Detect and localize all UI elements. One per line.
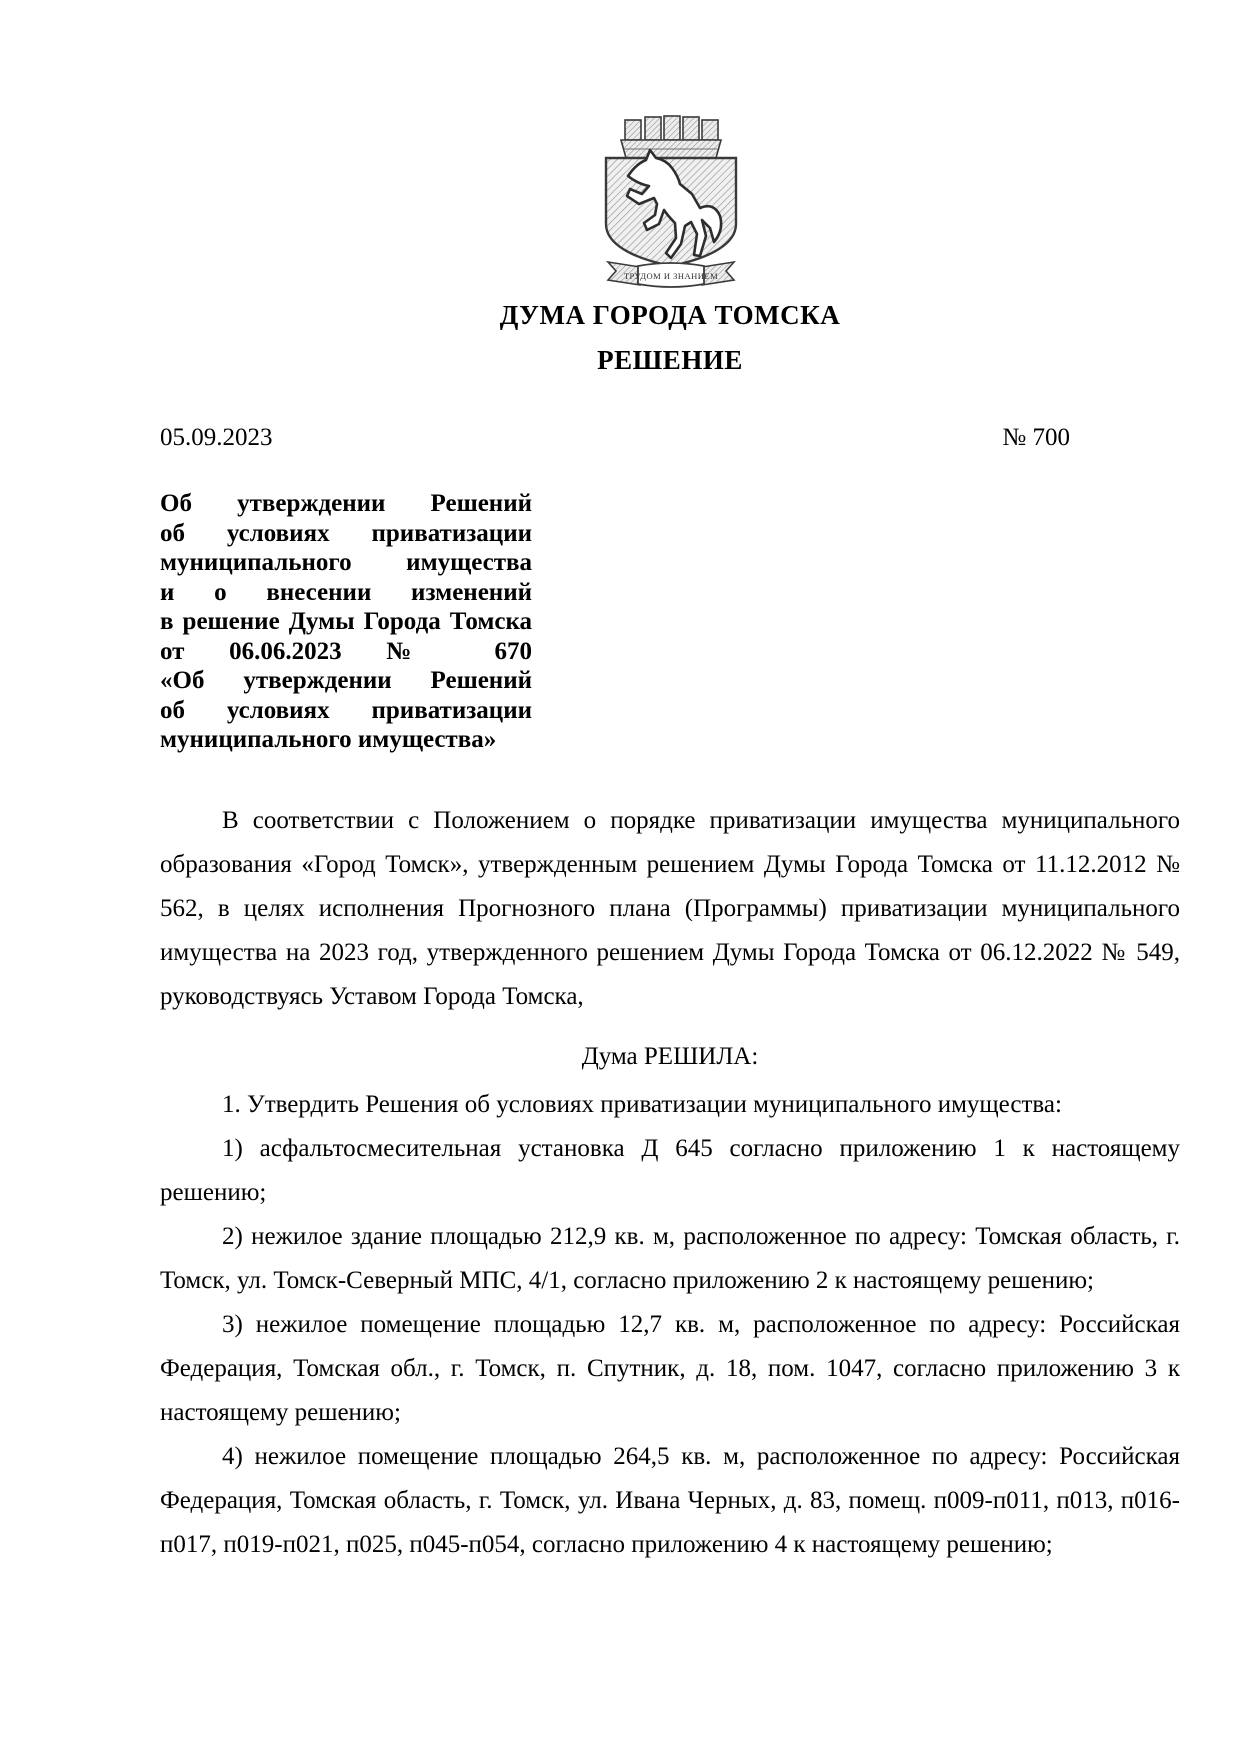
resolution-heading: Дума РЕШИЛА: (581, 1042, 759, 1070)
doc-type: РЕШЕНИЕ (597, 345, 743, 375)
document-content (160, 0, 1180, 1567)
doc-title-line: от 06.06.2023 № 670 (160, 637, 532, 665)
resolution-item: 2) нежилое здание площадью 212,9 кв. м, расположенное по адресу: Томская область, г. Томск, ул. Томск-Северный МПС, 4/1, согласно приложению 2 к настоящему решению; (160, 1222, 1180, 1294)
doc-title-line: и о внесении изменений (160, 578, 532, 606)
doc-title (160, 489, 532, 755)
doc-title-line: Об утверждении Решений (160, 490, 532, 517)
doc-title-line: «Об утверждении Решений (160, 667, 532, 694)
doc-title-line: муниципального имущества (160, 549, 532, 576)
resolution-item: 1) асфальтосмесительная установка Д 645 согласно приложению 1 к настоящему решению; (160, 1134, 1180, 1206)
resolution-item: 1. Утвердить Решения об условиях приватизации муниципального имущества: (222, 1090, 1062, 1118)
doc-title-line: об условиях приватизации (160, 696, 532, 724)
doc-title-line: муниципального имущества» (160, 726, 497, 753)
doc-title-line: об условиях приватизации (160, 519, 532, 547)
resolution-item: 4) нежилое помещение площадью 264,5 кв. м, расположенное по адресу: Российская Федерация, Томская область, г. Томск, ул. Ивана Черных, д. 83, помещ. п009-п011, п013, п016-п017, п019-п021, п025, п045-п054, согласно приложению 4 к настоящему решению; (160, 1442, 1180, 1558)
intro-paragraph: В соответствии с Положением о порядке приватизации имущества муниципального образования «Город Томск», утвержденным решением Думы Города Томска от 11.12.2012 № 562, в целях исполнения Прогнозного плана (Программы) приватизации муниципального имущества на 2023 год, утвержденного решением Думы Города Томска от 06.12.2022 № 549, руководствуясь Уставом Города Томска, (160, 806, 1180, 1010)
doc-number: № 700 (1002, 424, 1070, 451)
motto-text: ТРУДОМ И ЗНАНИЕМ (623, 271, 719, 281)
resolution-item: 3) нежилое помещение площадью 12,7 кв. м, расположенное по адресу: Российская Федерация, Томская обл., г. Томск, п. Спутник, д. 18, пом. 1047, согласно приложению 3 к настоящему решению; (160, 1310, 1180, 1426)
tomsk-coat-of-arms-icon (564, 106, 776, 288)
doc-meta-row (160, 422, 1180, 453)
mural-crown-icon (621, 116, 721, 158)
doc-date: 05.09.2023 (160, 424, 273, 451)
motto-ribbon-icon (608, 262, 734, 287)
doc-title-line: в решение Думы Города Томска (160, 608, 532, 635)
org-name: ДУМА ГОРОДА ТОМСКА (499, 300, 841, 330)
